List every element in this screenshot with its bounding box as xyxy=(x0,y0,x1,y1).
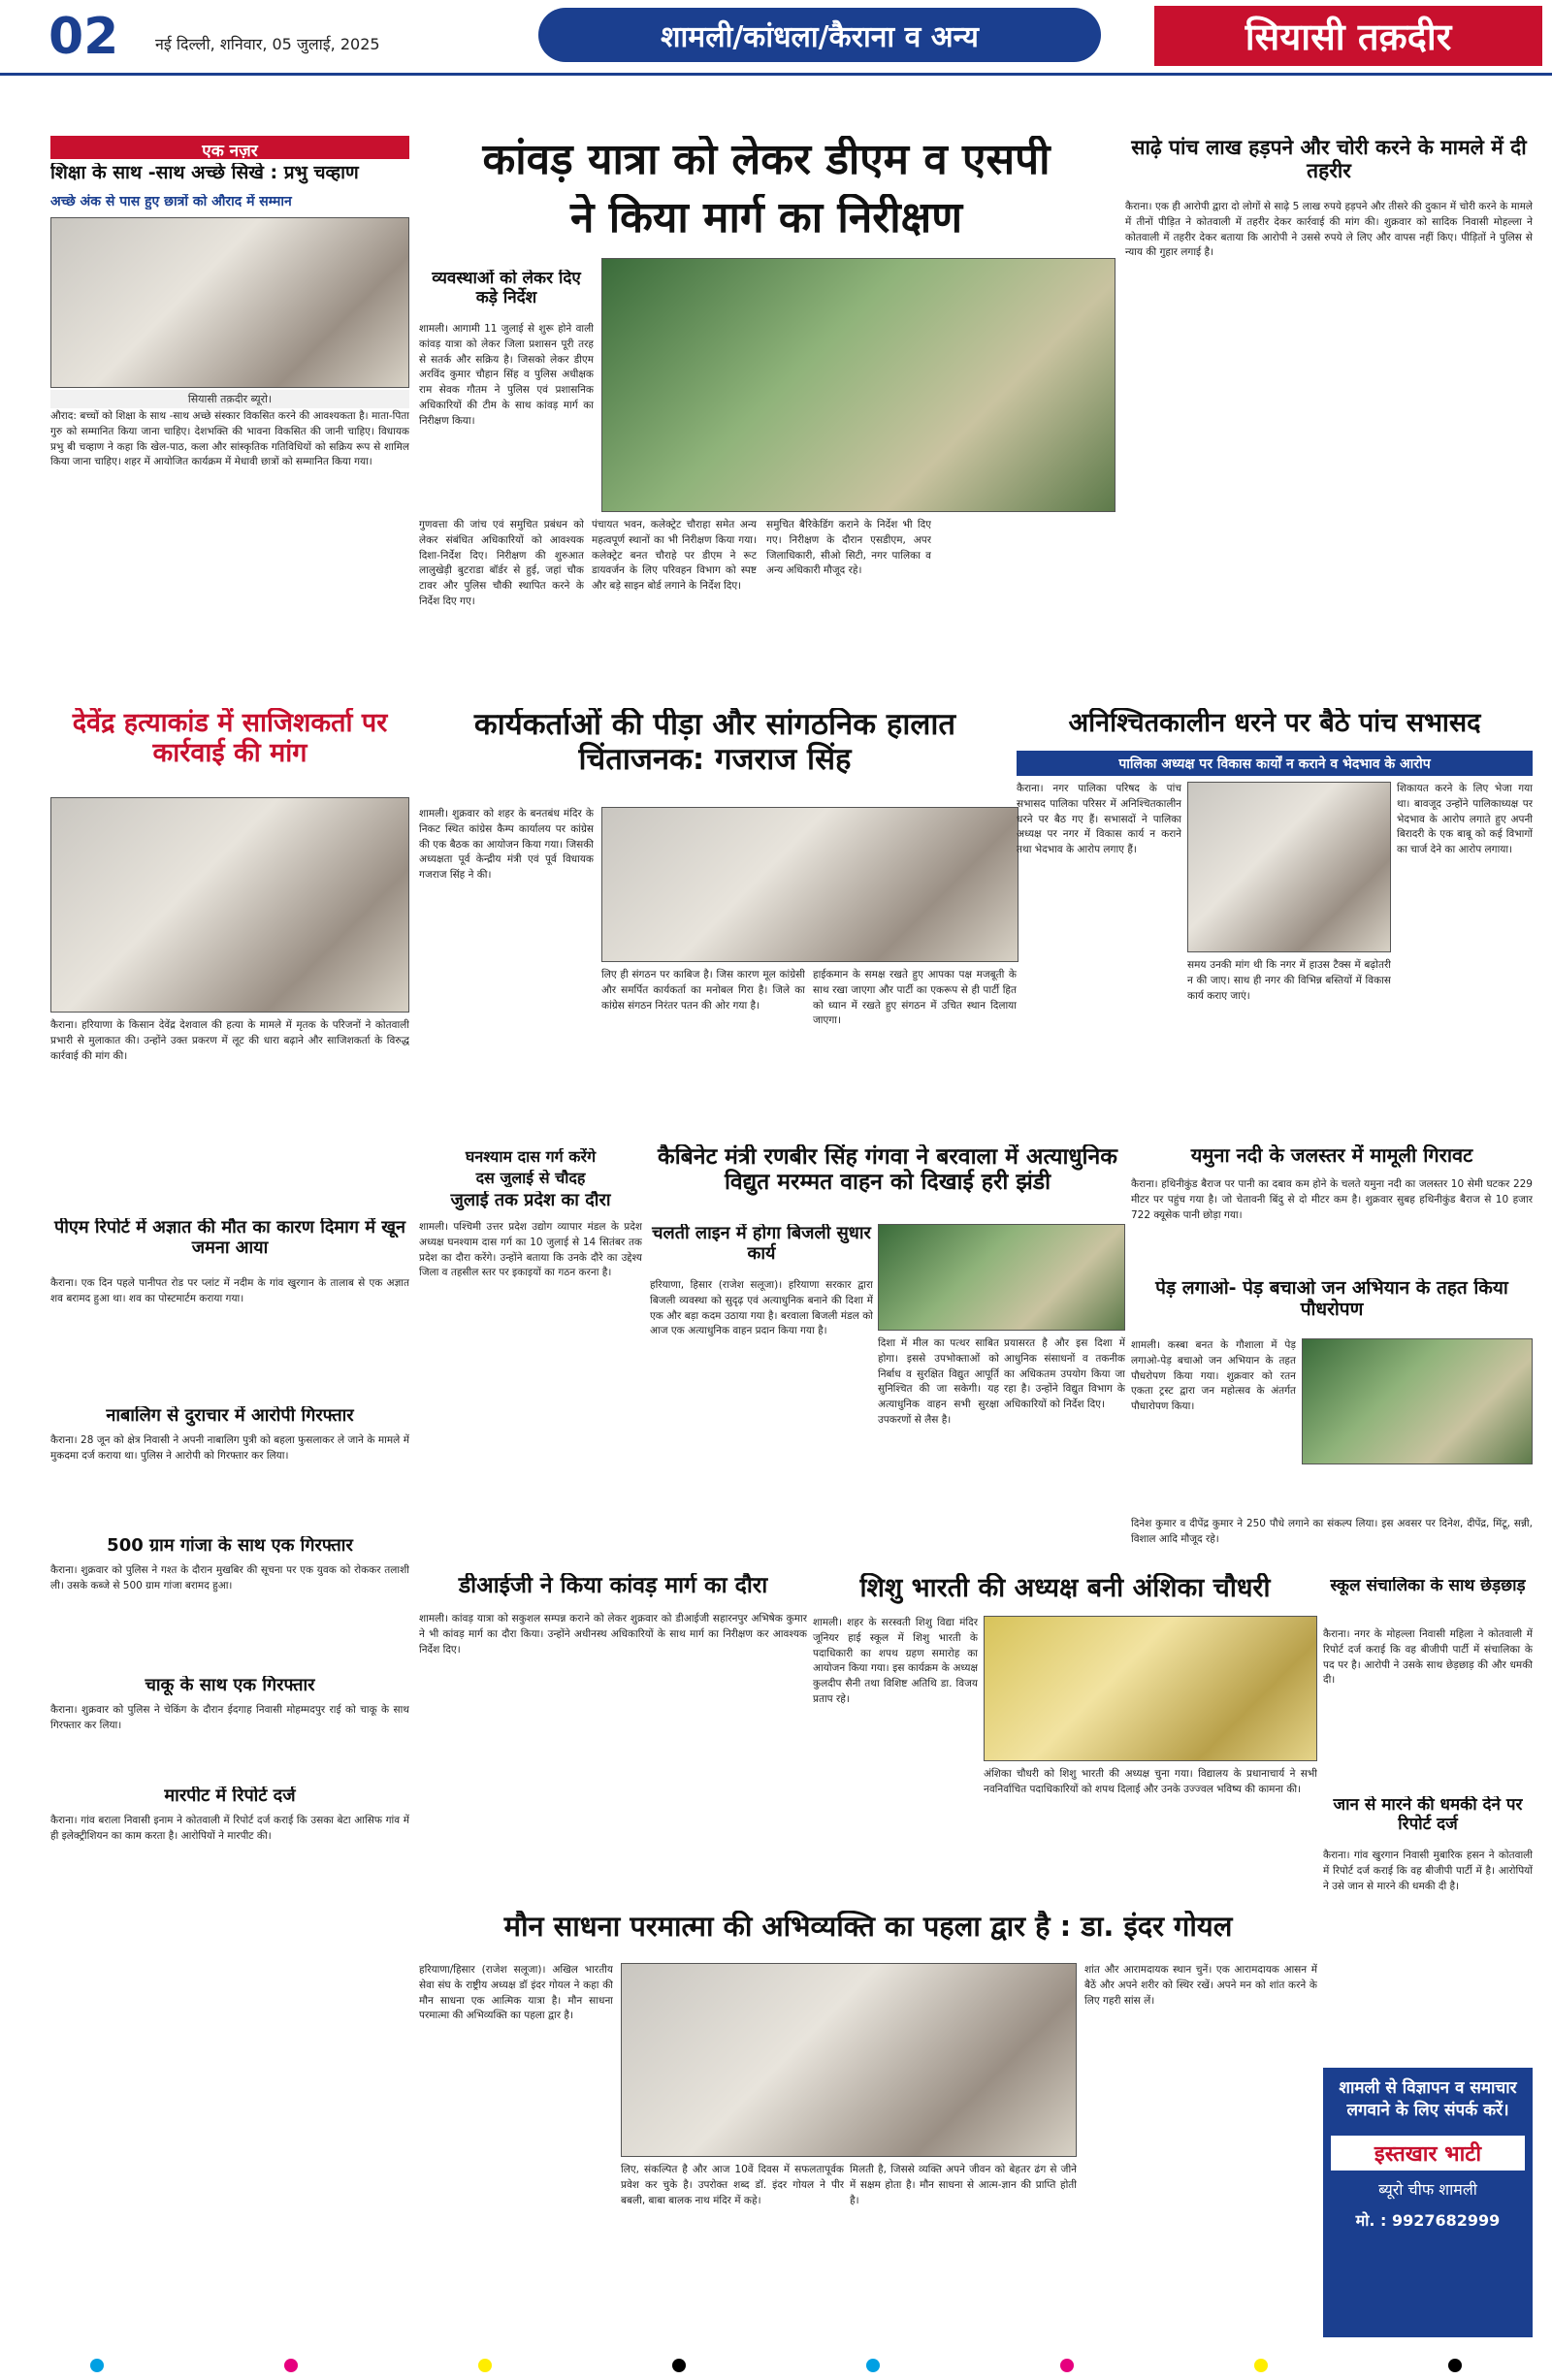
cabinet-subhead: चलती लाइन में होगा बिजली सुधार कार्य xyxy=(652,1224,871,1264)
page-number: 02 xyxy=(48,8,119,66)
maun-headline: मौन साधना परमात्मा की अभिव्यक्ति का पहला द्वार है : डा. इंदर गोयल xyxy=(503,1911,1233,1943)
registration-dot xyxy=(672,2359,686,2372)
karyakarta-body-3: हाईकमान के समक्ष रखते हुए आपका पक्ष मजबूती के साथ रखा जाएगा और पार्टी का एकरूप से ही पार्टी हित को ध्यान में रखते हुए संगठन में उचित स्थान दिलाया जाएगा। xyxy=(813,969,1017,1027)
registration-dot xyxy=(284,2359,298,2372)
anishchit-body-2: शिकायत करने के लिए भेजा गया था। बावजूद उन्होंने पालिकाध्यक्ष पर भेदभाव के आरोप लगाते हुए अपनी बिरादरी के एक बाबू को कई विभागों का चार्ज देने का आरोप लगाया। xyxy=(1397,783,1533,855)
story1-caption: सियासी तक़दीर ब्यूरो। xyxy=(50,390,409,408)
shishu-body-1: शामली। शहर के सरस्वती शिशु विद्या मंदिर जूनियर हाई स्कूल में शिशु भारती के पदाधिकारी का शपथ ग्रहण समारोह का आयोजन किया गया। इस कार्यक्रम के अध्यक्ष कुलदीप सैनी तथा विशिष्ट अतिथि डा. विजय प्रताप रहे। xyxy=(813,1617,978,1705)
story4-body: कैराना। 28 जून को क्षेत्र निवासी ने अपनी नाबालिग पुत्री को बहला फुसलाकर ले जाने के मामले में मुकदमा दर्ज कराया था। पुलिस ने आरोपी को गिरफ्तार कर लिया। xyxy=(50,1434,409,1462)
story5-headline: 500 ग्राम गांजा के साथ एक गिरफ्तार xyxy=(107,1536,353,1556)
cabinet-headline: कैबिनेट मंत्री रणबीर सिंह गंगवा ने बरवाला में अत्याधुनिक विद्युत मरम्मत वाहन को दिखाई हरी झंडी xyxy=(658,1144,1117,1196)
lead-photo xyxy=(601,258,1116,512)
anishchit-body-3: समय उनकी मांग थी कि नगर में हाउस टैक्स में बढ़ोतरी न की जाए। साथ ही नगर की विभिन्न बस्तियों में विकास कार्य कराए जाएं। xyxy=(1187,959,1391,1002)
story4-headline: नाबालिग से दुराचार में आरोपी गिरफ्तार xyxy=(106,1406,354,1426)
ped-photo xyxy=(1302,1338,1533,1464)
maun-body-4: शांत और आरामदायक स्थान चुनें। एक आरामदायक आसन में बैठें और अपने शरीर को स्थिर रखें। अपने मन को शांत करने के लिए गहरी सांस लें। xyxy=(1084,1964,1317,2007)
maun-body-1: हरियाणा/हिसार (राजेश सलूजा)। अखिल भारतीय सेवा संघ के राष्ट्रीय अध्यक्ष डॉ इंदर गोयल ने कहा की मौन साधना एक आत्मिक यात्रा है। मौन साधना परमात्मा की अभिव्यक्ति का पहला द्वार है। xyxy=(419,1964,613,2022)
maun-body-3: मिलती है, जिससे व्यक्ति अपने जीवन को बेहतर ढंग से जीने में सक्षम होता है। मौन साधना से आत्म-ज्ञान की प्राप्ति होती है। xyxy=(850,2164,1077,2206)
anishchit-photo xyxy=(1187,782,1391,952)
ek-nazar-kicker: एक नज़र xyxy=(50,136,409,159)
lead-headline-line2: ने किया मार्ग का निरीक्षण xyxy=(569,194,963,242)
shishu-photo xyxy=(984,1616,1317,1761)
ad-role: ब्यूरो चीफ शामली xyxy=(1378,2179,1477,2199)
school-body-2: कैराना। गांव खुरगान निवासी मुबारिक हसन ने कोतवाली में रिपोर्ट दर्ज कराई कि वह बीजीपी पार्टी में है। आरोपियों ने उसे जान से मारने की धमकी दी है। xyxy=(1323,1849,1533,1892)
story1-headline: शिक्षा के साथ -साथ अच्छे सिखे : प्रभु चव्हाण xyxy=(50,163,359,183)
story6-body: कैराना। शुक्रवार को पुलिस ने चेकिंग के दौरान ईदगाह निवासी मोहम्मदपुर राई को चाकू के साथ गिरफ्तार कर लिया। xyxy=(50,1704,409,1731)
maun-body-2: लिए, संकल्पित है और आज 10वें दिवस में सफलतापूर्वक प्रवेश कर चुके है। उपरोक्त शब्द डॉ. इंदर गोयल ने पीर बबली, बाबा बालक नाथ मंदिर में कहे। xyxy=(621,2164,844,2206)
maun-photo xyxy=(621,1963,1077,2157)
yamuna-body: कैराना। हथिनीकुंड बैराज पर पानी का दबाव कम होने के चलते यमुना नदी का जलस्तर 10 सेमी घटकर 229 मीटर पर पहुंच गया है। जो चेतावनी बिंदु से दो मीटर कम है। शुक्रवार सुबह हथिनीकुंड बैराज से 10 हजार 722 क्यूसेक पानी छोड़ा गया। xyxy=(1131,1178,1533,1221)
story6-headline: चाकू के साथ एक गिरफ्तार xyxy=(145,1676,315,1695)
lead-subhead: व्यवस्थाओं को लेकर दिए कड़े निर्देश xyxy=(432,270,581,307)
story1-body: औराद: बच्चों को शिक्षा के साथ -साथ अच्छे संस्कार विकसित करने की आवश्यकता है। माता-पिता गुरु को सम्मानित किया जाना चाहिए। देशभक्ति की भावना विकसित की जानी चाहिए। विधायक प्रभु बी चव्हाण ने कहा कि खेल-पाठ, कला और सांस्कृतिक गतिविधियों को सक्रिय रूप से शामिल किया जाना चाहिए। शहर में आयोजित कार्यक्रम में मेधावी छात्रों को सम्मानित किया गया। xyxy=(50,410,409,468)
karyakarta-body-2: लिए ही संगठन पर काबिज है। जिस कारण मूल कांग्रेसी और समर्पित कार्यकर्ता का मनोबल गिरा है। जिले का कांग्रेस संगठन निरंतर पतन की ओर गया है। xyxy=(601,969,805,1012)
karyakarta-photo xyxy=(601,807,1018,962)
cabinet-body-1: हरियाणा, हिसार (राजेश सलूजा)। हरियाणा सरकार द्वारा बिजली व्यवस्था को सुदृढ़ एवं अत्याधुनिक बनाने की दिशा में एक और बड़ा कदम उठाया गया है। बरवाला बिजली मंडल को आज एक अत्याधुनिक वाहन प्रदान किया गया है। xyxy=(650,1279,873,1337)
ped-body-2: दिनेश कुमार व दीपेंद्र कुमार ने 250 पौधे लगाने का संकल्प लिया। इस अवसर पर दिनेश, दीपेंद्र, मिंटू, सन्नी, विशाल आदि मौजूद रहे। xyxy=(1131,1518,1533,1545)
shishu-headline: शिशु भारती की अध्यक्ष बनी अंशिका चौधरी xyxy=(859,1573,1271,1603)
story3-body: कैराना। एक दिन पहले पानीपत रोड पर प्लांट में नदीम के गांव खुरगान के तालाब से एक अज्ञात शव बरामद हुआ था। शव का पोस्टमार्टम कराया गया। xyxy=(50,1277,409,1304)
ek-nazar-box xyxy=(50,136,409,159)
registration-dot xyxy=(866,2359,880,2372)
story1-subheadline: अच्छे अंक से पास हुए छात्रों को औराद में सम्मान xyxy=(50,194,292,209)
section-banner: शामली/कांधला/कैराना व अन्य xyxy=(538,8,1101,62)
story7-body: कैराना। गांव बराला निवासी इनाम ने कोतवाली में रिपोर्ट दर्ज कराई कि उसका बेटा आसिफ गांव में ही इलेक्ट्रीशियन का काम करता है। आरोपियों ने मारपीट की। xyxy=(50,1815,409,1842)
registration-dot xyxy=(1254,2359,1268,2372)
contact-ad xyxy=(1323,2068,1533,2337)
right-top-headline: साढ़े पांच लाख हड़पने और चोरी करने के मामले में दी तहरीर xyxy=(1131,136,1527,183)
ghanshyam-body: शामली। पश्चिमी उत्तर प्रदेश उद्योग व्यापार मंडल के प्रदेश अध्यक्ष घनश्याम दास गर्ग का 10 जुलाई से 14 सितंबर तक प्रदेश का दौरा करेंगे। उन्होंने बताया कि उनके दौरे का उद्देश्य जिला व तहसील स्तर पर इकाइयों का गठन करना है। xyxy=(419,1221,642,1279)
ad-line1: शामली से विज्ञापन व समाचार लगवाने के लिए संपर्क करें। xyxy=(1339,2078,1517,2120)
ad-phone: मो. : 9927682999 xyxy=(1355,2210,1501,2230)
karyakarta-headline: कार्यकर्ताओं की पीड़ा और सांगठनिक हालात चिंताजनक: गजराज सिंह xyxy=(473,708,956,777)
school-headline: स्कूल संचालिका के साथ छेड़छाड़ xyxy=(1330,1577,1526,1595)
lead-headline-line1: कांवड़ यात्रा को लेकर डीएम व एसपी xyxy=(482,136,1051,184)
lead-body-3: पंचायत भवन, कलेक्ट्रेट चौराहा समेत अन्य महत्वपूर्ण स्थानों का भी निरीक्षण किया गया। कलेक्ट्रेट बनत चौराहे पर डीएम ने रूट डायवर्जन के लिए परिवहन विभाग को स्पष्ट और बड़े साइन बोर्ड लगाने के निर्देश दिए। xyxy=(592,519,757,592)
registration-dot xyxy=(90,2359,104,2372)
cabinet-body-2: दिशा में मील का पत्थर साबित होगा। इससे उपभोक्ताओं को निर्बाध व सुरक्षित विद्युत आपूर्ति सुनिश्चित की जा सकेगी। यह अत्याधुनिक वाहन सभी सुरक्षा उपकरणों से लैस है। xyxy=(878,1337,999,1426)
anishchit-body-1: कैराना। नगर पालिका परिषद के पांच सभासद पालिका परिसर में अनिश्चितकालीन धरने पर बैठ गए हैं। सभासदों ने पालिका अध्यक्ष पर नगर में विकास कार्य न कराने तथा भेदभाव के आरोप लगाए हैं। xyxy=(1017,783,1181,855)
ped-headline: पेड़ लगाओ- पेड़ बचाओ जन अभियान के तहत किया पौधरोपण xyxy=(1155,1278,1508,1320)
ghanshyam-headline-3: जुलाई तक प्रदेश का दौरा xyxy=(450,1191,611,1210)
school-body: कैराना। नगर के मोहल्ला निवासी महिला ने कोतवाली में रिपोर्ट दर्ज कराई कि वह बीजीपी पार्टी में संचालिका के पद पर है। आरोपी ने उसके साथ छेड़छाड़ की और धमकी दी। xyxy=(1323,1628,1533,1687)
ad-name: इस्तखार भाटी xyxy=(1331,2136,1525,2171)
registration-dot xyxy=(1060,2359,1074,2372)
school-headline-2: जान से मारने की धमकी देने पर रिपोर्ट दर्ज xyxy=(1333,1796,1523,1834)
anishchit-headline: अनिश्चितकालीन धरने पर बैठे पांच सभासद xyxy=(1068,708,1481,738)
lead-body-4: समुचित बैरिकेडिंग कराने के निर्देश भी दिए गए। निरीक्षण के दौरान एसडीएम, अपर जिलाधिकारी, सीओ सिटी, नगर पालिका व अन्य अधिकारी मौजूद रहे। xyxy=(766,519,931,577)
registration-dot xyxy=(1448,2359,1462,2372)
brand-logo: सियासी तक़दीर xyxy=(1154,6,1542,66)
lead-body-2: गुणवत्ता की जांच एवं समुचित प्रबंधन को लेकर संबंधित अधिकारियों को आवश्यक दिशा-निर्देश दिए। निरीक्षण की शुरुआत लालुखेड़ी बुटराडा बॉर्डर से हुई, जहां चौक टावर और पुलिस चौकी स्थापित करने के निर्देश दिए गए। xyxy=(419,519,584,607)
lead-body-1: शामली। आगामी 11 जुलाई से शुरू होने वाली कांवड़ यात्रा को लेकर जिला प्रशासन पूरी तरह से सतर्क और सक्रिय है। जिसको लेकर डीएम अरविंद कुमार चौहान सिंह व पुलिस अधीक्षक राम सेवक गौतम ने पुलिस एवं प्रशासनिक अधिकारियों की टीम के साथ कांवड़ मार्ग का निरीक्षण किया। xyxy=(419,323,594,427)
dig-headline: डीआईजी ने किया कांवड़ मार्ग का दौरा xyxy=(458,1573,768,1598)
story2-headline: देवेंद्र हत्याकांड में साजिशकर्ता पर कार्रवाई की मांग xyxy=(72,708,388,769)
ped-body-1: शामली। कस्बा बनत के गौशाला में पेड़ लगाओ-पेड़ बचाओ जन अभियान के तहत पौधरोपण किया गया। शुक्रवार को रतन एकता ट्रस्ट द्वारा जन महोत्सव के अंतर्गत पौधारोपण किया। xyxy=(1131,1339,1296,1412)
ghanshyam-headline-1: घनश्याम दास गर्ग करेंगे xyxy=(465,1148,597,1166)
story2-photo xyxy=(50,797,409,1013)
yamuna-headline: यमुना नदी के जलस्तर में मामूली गिरावट xyxy=(1190,1144,1473,1167)
karyakarta-body-1: शामली। शुक्रवार को शहर के बनतबंध मंदिर के निकट स्थित कांग्रेस कैम्प कार्यालय पर कांग्रेस की एक बैठक का आयोजन किया गया। जिसकी अध्यक्षता पूर्व केन्द्रीय मंत्री एवं पूर्व विधायक गजराज सिंह ने की। xyxy=(419,808,594,881)
cabinet-photo xyxy=(878,1224,1125,1331)
story1-photo xyxy=(50,217,409,388)
right-top-body: कैराना। एक ही आरोपी द्वारा दो लोगों से साढ़े 5 लाख रुपये हड़पने और तीसरे की दुकान में चोरी करने के मामले में तीनों पीड़ित ने कोतवाली में तहरीर देकर कार्रवाई की मांग की। शुक्रवार को सादिक निवासी मोहल्ला ने कोतवाली में तहरीर देकर बताया कि आरोपी ने उससे रुपये ले लिए और वापस नहीं किए। पीड़ितों ने पुलिस से न्याय की गुहार लगाई है। xyxy=(1125,201,1533,259)
anishchit-subhead: पालिका अध्यक्ष पर विकास कार्यों न कराने व भेदभाव के आरोप xyxy=(1017,751,1533,776)
shishu-body-2: अंशिका चौधरी को शिशु भारती की अध्यक्ष चुना गया। विद्यालय के प्रधानाचार्य ने सभी नवनिर्वाचित पदाधिकारियों को शपथ दिलाई और उनके उज्ज्वल भविष्य की कामना की। xyxy=(984,1768,1317,1795)
ghanshyam-headline-2: दस जुलाई से चौदह xyxy=(475,1170,586,1187)
story2-body: कैराना। हरियाणा के किसान देवेंद्र देशवाल की हत्या के मामले में मृतक के परिजनों ने कोतवाली प्रभारी से मुलाकात की। उन्होंने उक्त प्रकरण में लूट की धारा बढ़ाने और साजिशकर्ता के विरुद्ध कार्रवाई की मांग की। xyxy=(50,1019,409,1062)
footer-registration-marks xyxy=(0,2351,1552,2380)
story3-headline: पीएम रिपोर्ट में अज्ञात की मौत का कारण दिमाग में खून जमना आया xyxy=(53,1218,405,1258)
date-line: नई दिल्ली, शनिवार, 05 जुलाई, 2025 xyxy=(155,35,380,53)
story5-body: कैराना। शुक्रवार को पुलिस ने गश्त के दौरान मुखबिर की सूचना पर एक युवक को रोककर तलाशी ली। उसके कब्जे से 500 ग्राम गांजा बरामद हुआ। xyxy=(50,1564,409,1592)
dig-body: शामली। कांवड़ यात्रा को सकुशल सम्पन्न कराने को लेकर शुक्रवार को डीआईजी सहारनपुर अभिषेक कुमार ने भी कांवड़ मार्ग का दौरा किया। उन्होंने अधीनस्थ अधिकारियों के साथ मार्ग का निरीक्षण कर आवश्यक निर्देश दिए। xyxy=(419,1613,807,1656)
registration-dot xyxy=(478,2359,492,2372)
cabinet-body-3: प्रयासरत है और इस दिशा में आधुनिक संसाधनों व तकनीक का अधिकतम उपयोग किया जा रहा है। उन्होंने विद्युत विभाग के अधिकारियों को निर्देश दिए। xyxy=(1004,1337,1125,1410)
story7-headline: मारपीट में रिपोर्ट दर्ज xyxy=(164,1786,296,1806)
